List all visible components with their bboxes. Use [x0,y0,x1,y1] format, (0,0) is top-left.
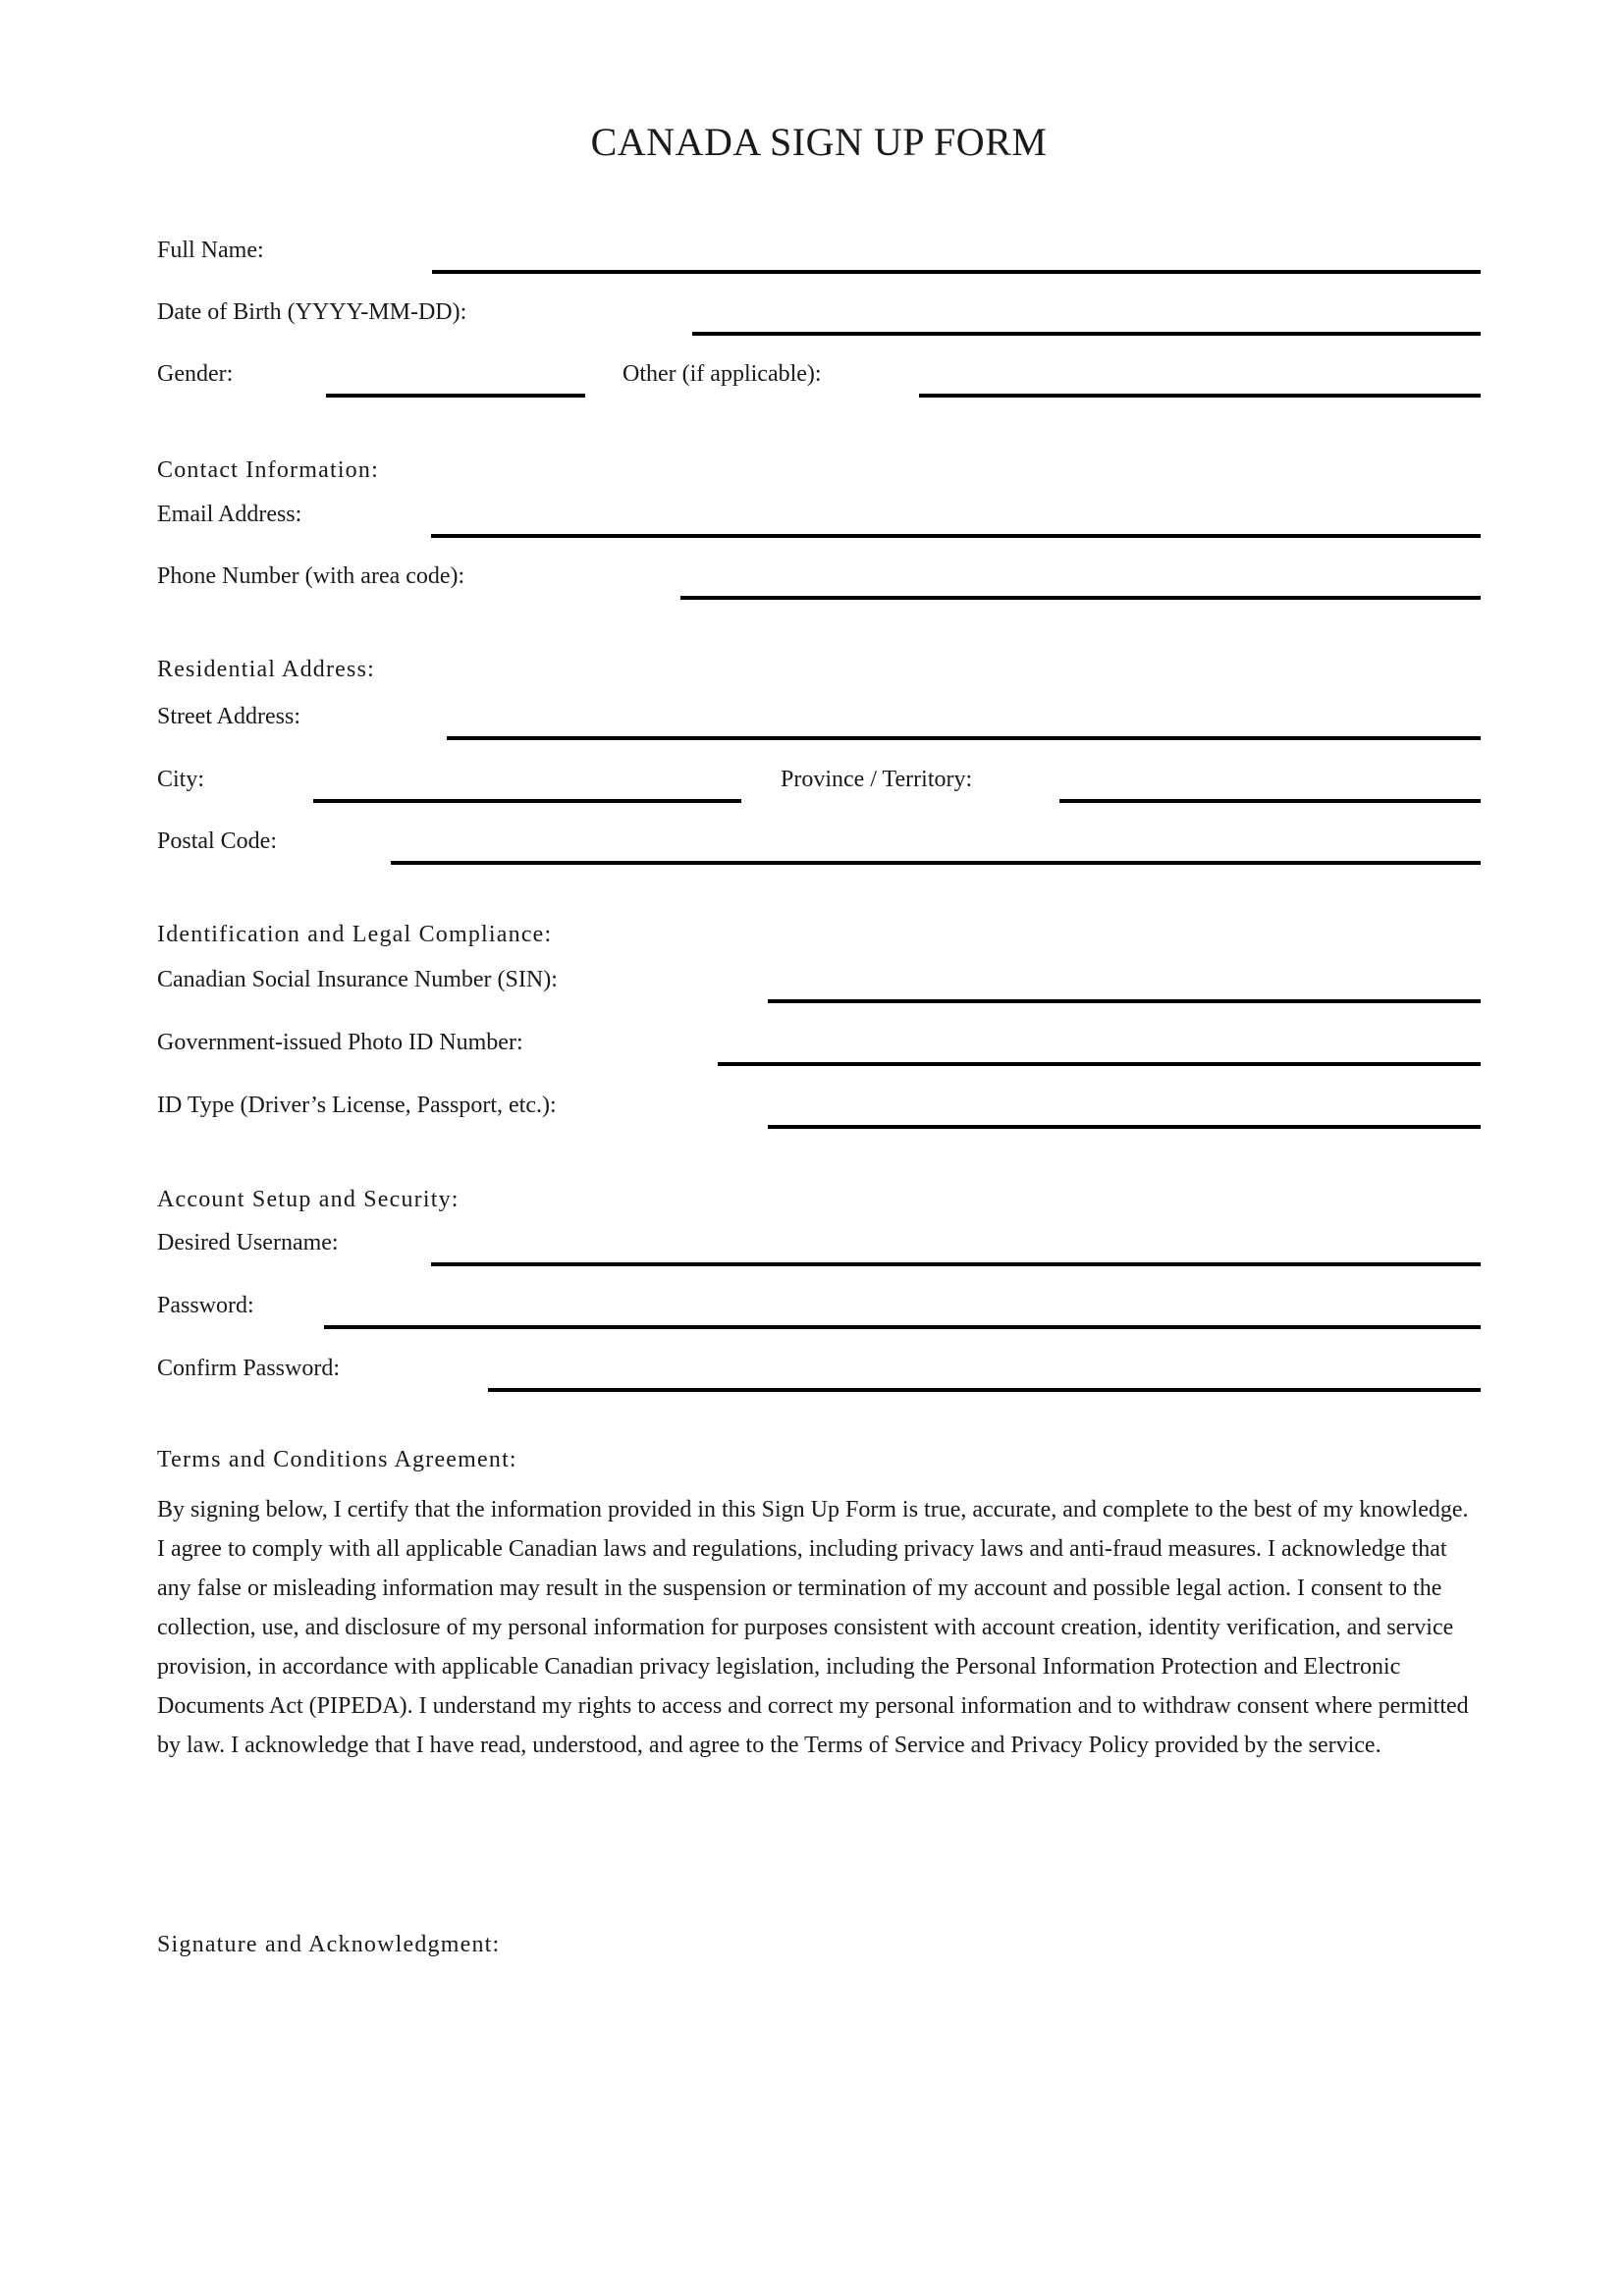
province-label: Province / Territory: [781,767,973,792]
field-row-city-province [157,767,1481,808]
field-row-username [157,1230,1481,1271]
sin-label: Canadian Social Insurance Number (SIN): [157,967,558,992]
sin-input-line[interactable] [768,999,1481,1003]
field-row-gender [157,361,1481,402]
field-row-sin [157,967,1481,1008]
id-type-input-line[interactable] [768,1125,1481,1129]
section-identification: Identification and Legal Compliance: [157,922,553,947]
username-input-line[interactable] [431,1262,1481,1266]
field-row-dob [157,299,1481,341]
field-row-street [157,704,1481,745]
field-row-postal [157,828,1481,870]
field-row-password [157,1293,1481,1334]
phone-input-line[interactable] [680,596,1481,600]
section-signature: Signature and Acknowledgment: [157,1932,501,1957]
gender-label: Gender: [157,361,234,387]
section-contact-information: Contact Information: [157,457,379,483]
field-row-email [157,502,1481,543]
password-input-line[interactable] [324,1325,1481,1329]
photo-id-input-line[interactable] [718,1062,1481,1066]
city-input-line[interactable] [313,799,741,803]
section-residential-address: Residential Address: [157,657,375,682]
postal-label: Postal Code: [157,828,278,854]
gender-input-line[interactable] [326,394,585,398]
province-input-line[interactable] [1059,799,1481,803]
confirm-password-input-line[interactable] [488,1388,1481,1392]
gender-other-label: Other (if applicable): [623,361,822,387]
field-row-full-name [157,238,1481,279]
email-input-line[interactable] [431,534,1481,538]
section-terms: Terms and Conditions Agreement: [157,1447,517,1472]
form-title: CANADA SIGN UP FORM [590,120,1048,164]
phone-label: Phone Number (with area code): [157,563,465,589]
dob-input-line[interactable] [692,332,1481,336]
photo-id-label: Government-issued Photo ID Number: [157,1030,523,1055]
postal-input-line[interactable] [391,861,1481,865]
field-row-confirm-password [157,1356,1481,1397]
email-label: Email Address: [157,502,302,527]
terms-paragraph: By signing below, I certify that the information provided in this Sign Up Form is true, accurate, and complete to the best of my knowledge. I agree to comply with all applicable Canadian laws and regulations, including privacy laws and anti-fraud measures. I acknowledge that any false or misleading information may result in the suspension or termination of my account and possible legal action. I consent to the collection, use, and disclosure of my personal information for purposes consistent with account creation, identity verification, and service provision, in accordance with applicable Canadian privacy legislation, including the Personal Information Protection and Electronic Documents Act (PIPEDA). I understand my rights to access and correct my personal information and to withdraw consent where permitted by law. I acknowledge that I have read, understood, and agree to the Terms of Service and Privacy Policy provided by the service. [157,1497,1469,1758]
field-row-photo-id [157,1030,1481,1071]
full-name-input-line[interactable] [432,270,1481,274]
field-row-phone [157,563,1481,605]
field-row-id-type [157,1093,1481,1134]
street-input-line[interactable] [447,736,1481,740]
street-label: Street Address: [157,704,300,729]
confirm-password-label: Confirm Password: [157,1356,340,1381]
full-name-label: Full Name: [157,238,264,263]
city-label: City: [157,767,205,792]
gender-other-input-line[interactable] [919,394,1481,398]
section-account-setup: Account Setup and Security: [157,1187,460,1212]
password-label: Password: [157,1293,254,1318]
username-label: Desired Username: [157,1230,339,1255]
dob-label: Date of Birth (YYYY-MM-DD): [157,299,467,325]
id-type-label: ID Type (Driver’s License, Passport, etc.): [157,1093,557,1118]
